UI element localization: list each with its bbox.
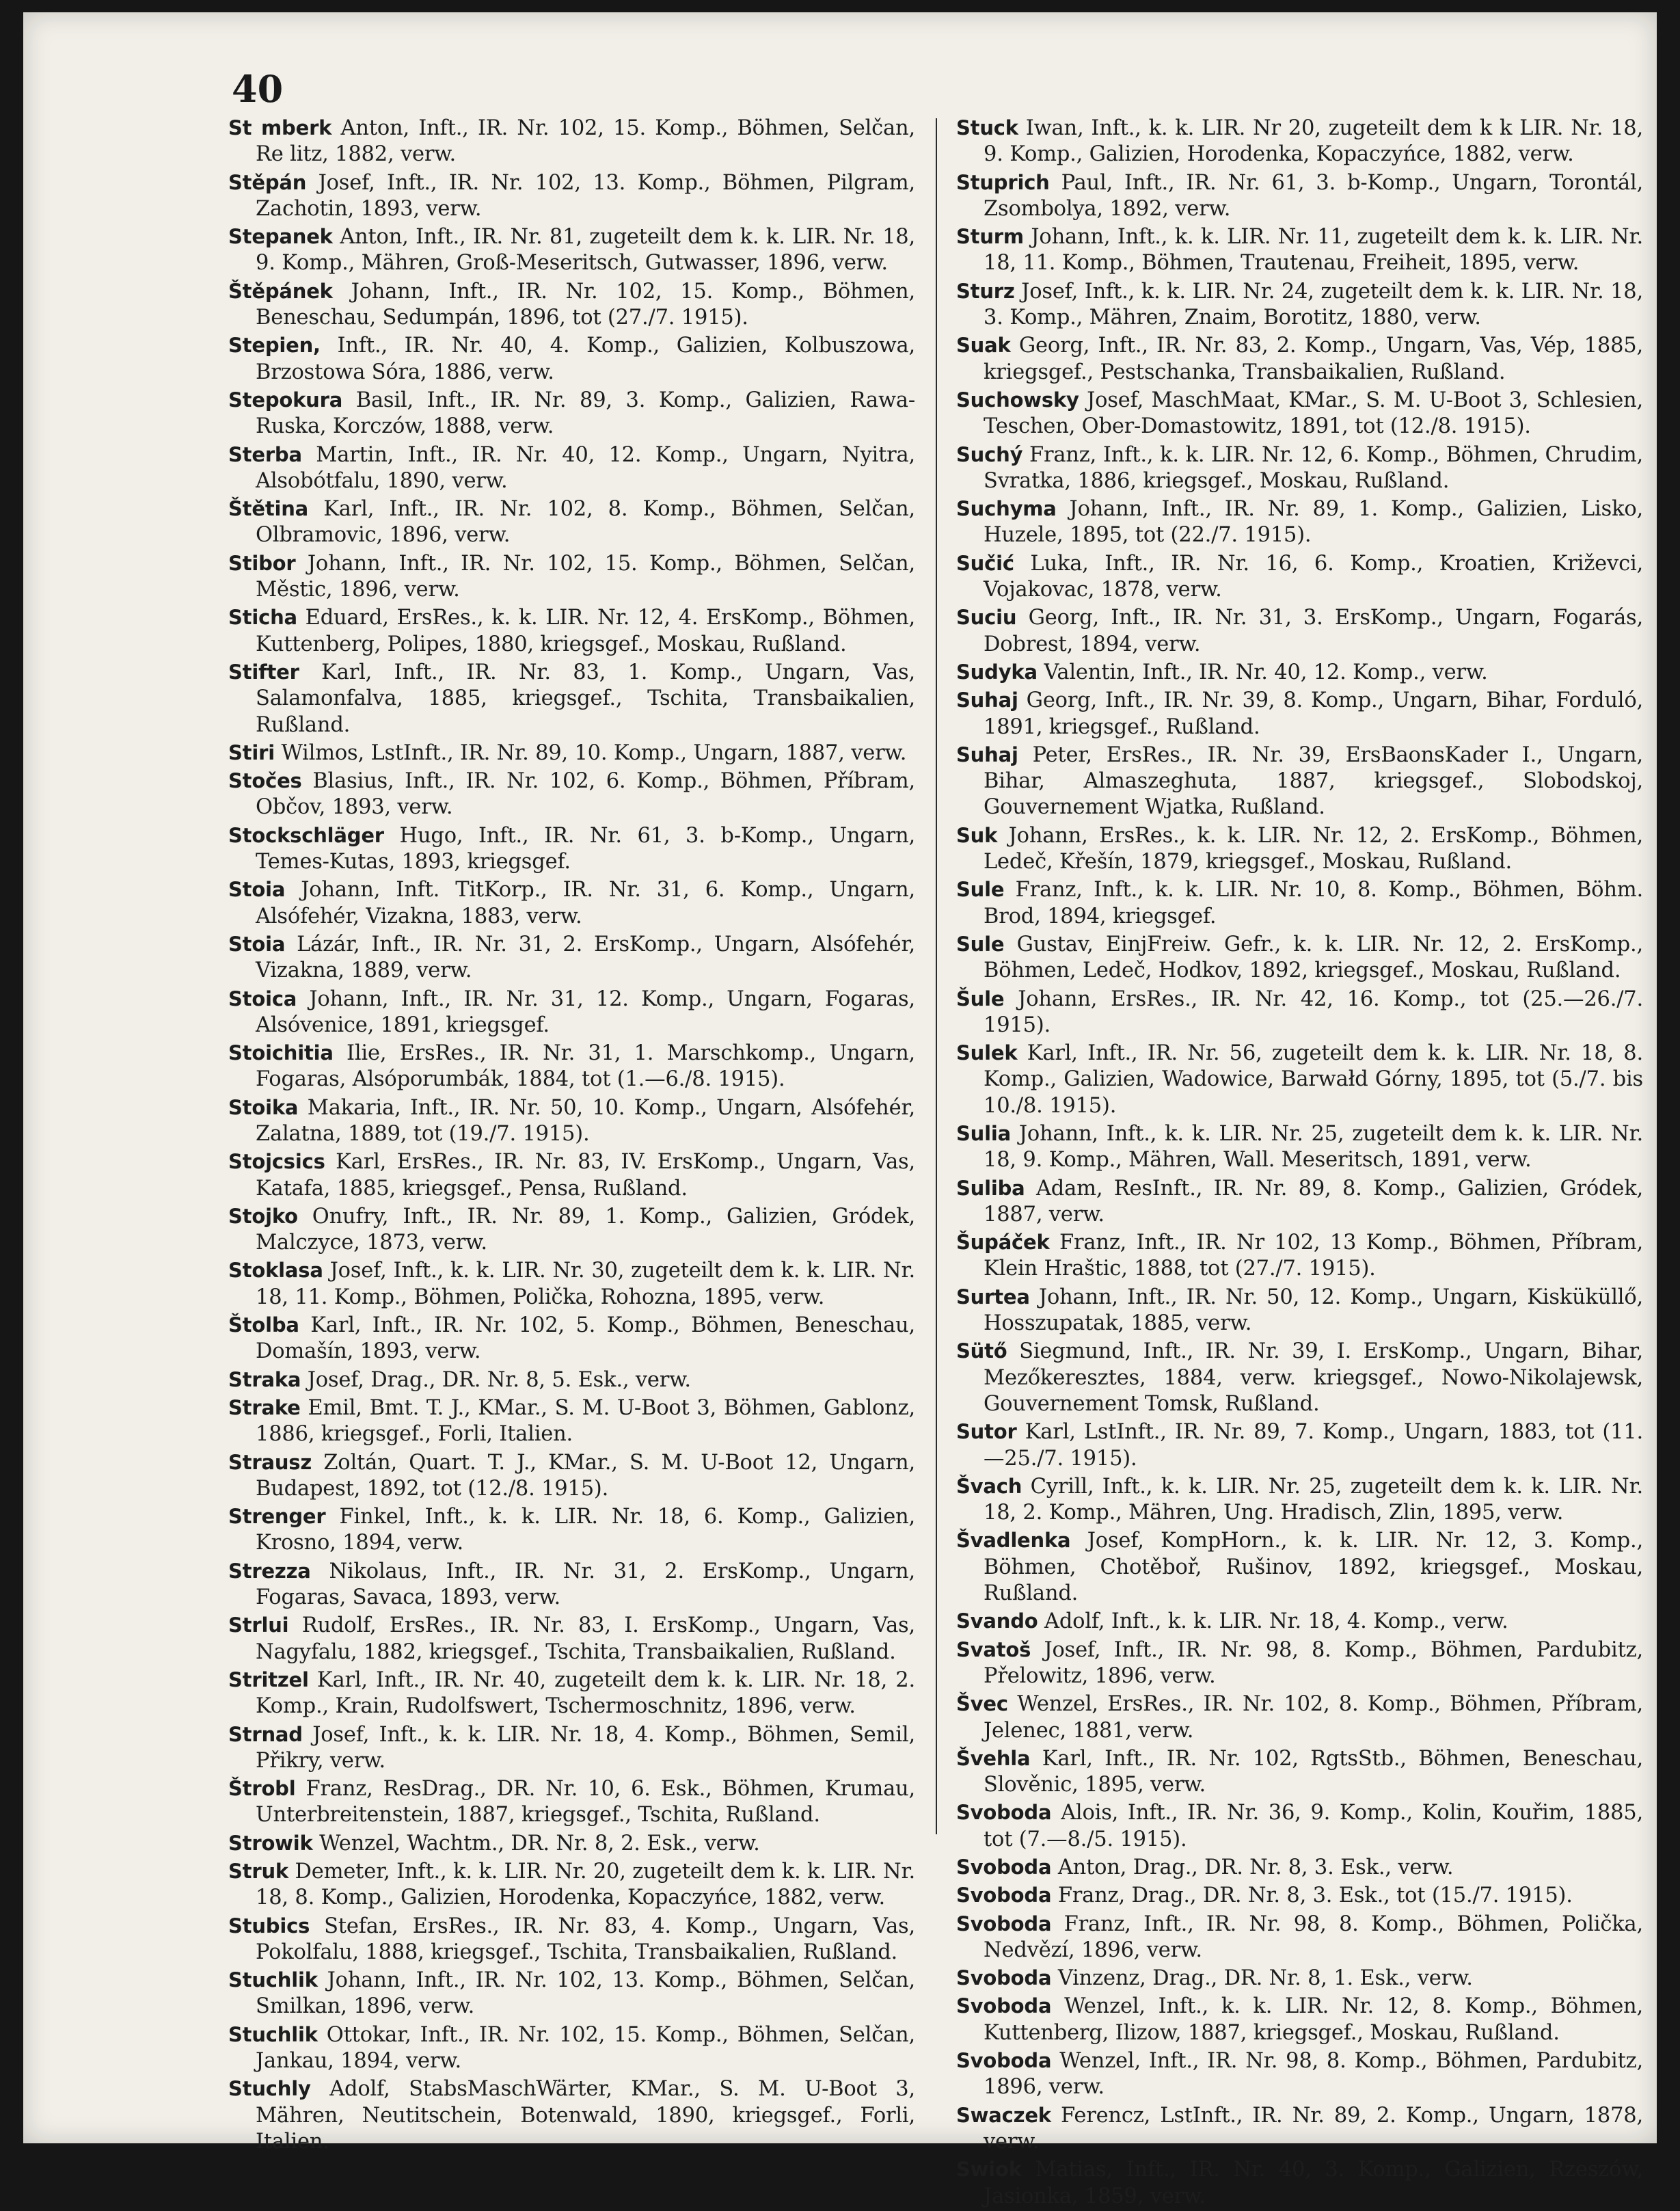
entry-surname: Stuck <box>956 116 1018 139</box>
entry-details: Karl, Inft., IR. Nr. 102, RgtsStb., Böhmen, Beneschau, Slověnic, 1895, verw. <box>984 1746 1643 1797</box>
entry-details: Georg, Inft., IR. Nr. 83, 2. Komp., Ungarn, Vas, Vép, 1885, kriegsgef., Pestschanka, Transbaikalien, Rußland. <box>984 334 1643 384</box>
entry-surname: Svoboda <box>956 1801 1052 1825</box>
entry-details: Rudolf, ErsRes., IR. Nr. 83, I. ErsKomp., Ungarn, Vas, Nagyfalu, 1882, kriegsgef., Tschita, Transbaikalien, Rußland. <box>256 1613 916 1664</box>
entry-surname: Sule <box>956 878 1005 902</box>
casualty-entry <box>228 2076 915 2155</box>
entry-surname: Strowik <box>228 1831 313 1855</box>
entry-details: Johann, ErsRes., IR. Nr. 42, 16. Komp., tot (25.—26./7. 1915). <box>984 987 1643 1037</box>
casualty-entry <box>956 931 1643 984</box>
entry-details: Adolf, StabsMaschWärter, KMar., S. M. U-Boot 3, Mähren, Neutitschein, Botenwald, 1890, kriegsgef., Forli, Italien. <box>256 2077 916 2154</box>
entry-surname: Sterba <box>228 442 302 466</box>
casualty-entry <box>228 170 915 223</box>
casualty-entry <box>956 1419 1643 1472</box>
casualty-entry <box>228 1449 915 1503</box>
entry-surname: Suhaj <box>956 742 1018 766</box>
casualty-entry <box>956 1175 1643 1229</box>
entry-details: Wilmos, LstInft., IR. Nr. 89, 10. Komp., Ungarn, 1887, verw. <box>281 740 907 765</box>
entry-surname: Stěpán <box>228 170 307 194</box>
entry-details: Martin, Inft., IR. Nr. 40, 12. Komp., Ungarn, Nyitra, Alsobótfalu, 1890, verw. <box>256 442 915 493</box>
casualty-entry <box>228 1667 915 1720</box>
casualty-entry <box>228 1367 915 1393</box>
entry-details: Zoltán, Quart. T. J., KMar., S. M. U-Boot 12, Ungarn, Budapest, 1892, tot (12./8. 1915). <box>256 1450 915 1501</box>
entry-details: Anton, Inft., IR. Nr. 102, 15. Komp., Böhmen, Selčan, Re litz, 1882, verw. <box>256 116 915 167</box>
entry-surname: Stibor <box>228 551 296 575</box>
casualty-entry <box>956 2102 1643 2156</box>
casualty-entry <box>228 1721 915 1775</box>
entry-details: Adolf, Inft., k. k. LIR. Nr. 18, 4. Komp., verw. <box>1044 1609 1508 1634</box>
entry-details: Johann, Inft., IR. Nr. 102, 15. Komp., Böhmen, Selčan, Městic, 1896, verw. <box>256 551 915 602</box>
entry-details: Karl, Inft., IR. Nr. 40, zugeteilt dem k. k. LIR. Nr. 18, 2. Komp., Krain, Rudolfswert, Tschermoschnitz, 1896, verw. <box>256 1667 915 1719</box>
entry-details: Josef, KompHorn., k. k. LIR. Nr. 12, 3. Komp., Böhmen, Chotěboř, Rušinov, 1892, kriegsgef., Moskau, Rußland. <box>984 1529 1643 1606</box>
entry-details: Franz, Inft., IR. Nr 102, 13 Komp., Böhmen, Příbram, Klein Hraštic, 1888, tot (27./7. 1915). <box>984 1231 1643 1281</box>
entry-details: Johann, ErsRes., k. k. LIR. Nr. 12, 2. ErsKomp., Böhmen, Ledeč, Křešín, 1879, kriegsgef., Moskau, Rußland. <box>984 823 1643 874</box>
entry-details: Onufry, Inft., IR. Nr. 89, 1. Komp., Galizien, Gródek, Malczyce, 1873, verw. <box>256 1204 915 1255</box>
entry-details: Josef, Inft., k. k. LIR. Nr. 30, zugeteilt dem k. k. LIR. Nr. 18, 11. Komp., Böhmen, Polička, Rohozna, 1895, verw. <box>256 1259 916 1309</box>
casualty-entry <box>228 1913 915 1966</box>
entry-details: Adam, ResInft., IR. Nr. 89, 8. Komp., Galizien, Gródek, 1887, verw. <box>984 1176 1643 1227</box>
casualty-entry <box>228 442 915 495</box>
casualty-entry <box>956 876 1643 930</box>
entry-surname: Štěpánek <box>228 279 333 303</box>
entry-details: Ilie, ErsRes., IR. Nr. 31, 1. Marschkomp., Ungarn, Fogaras, Alsóporumbák, 1884, tot (1.—6./8. 1915). <box>256 1041 916 1092</box>
entry-surname: Sturm <box>956 225 1024 249</box>
entry-surname: Stojcsics <box>228 1150 325 1174</box>
casualty-entry <box>956 2156 1643 2210</box>
entry-surname: Struk <box>228 1860 288 1883</box>
entry-surname: Svoboda <box>956 1912 1052 1935</box>
casualty-entry <box>956 1691 1643 1744</box>
casualty-entry <box>228 1395 915 1448</box>
entry-details: Emil, Bmt. T. J., KMar., S. M. U-Boot 3, Böhmen, Gablonz, 1886, kriegsgef., Forli, Italien. <box>256 1395 915 1447</box>
casualty-entry <box>956 550 1643 604</box>
casualty-entry <box>956 742 1643 821</box>
casualty-entry <box>228 1312 915 1365</box>
entry-surname: Svoboda <box>956 1966 1052 1990</box>
casualty-entry <box>956 822 1643 876</box>
entry-surname: Stočes <box>228 769 302 793</box>
entry-surname: Stoika <box>228 1095 299 1119</box>
entry-surname: Suhaj <box>956 688 1018 712</box>
entry-details: Georg, Inft., IR. Nr. 39, 8. Komp., Ungarn, Bihar, Forduló, 1891, kriegsgef., Rußland. <box>984 688 1644 739</box>
entry-details: Luka, Inft., IR. Nr. 16, 6. Komp., Kroatien, Križevci, Vojakovac, 1878, verw. <box>984 551 1643 602</box>
casualty-entry <box>228 1830 915 1857</box>
entry-surname: Stuchlik <box>228 2022 318 2046</box>
entry-surname: Stojko <box>228 1204 298 1228</box>
entry-details: Anton, Inft., IR. Nr. 81, zugeteilt dem k. k. LIR. Nr. 18, 9. Komp., Mähren, Groß-Meseritsch, Gutwasser, 1896, verw. <box>256 225 915 276</box>
casualty-entry <box>228 550 915 604</box>
entry-details: Franz, Inft., IR. Nr. 98, 8. Komp., Böhmen, Polička, Nedvězí, 1896, verw. <box>984 1912 1643 1962</box>
casualty-entry <box>956 1882 1643 1909</box>
entry-surname: Sütő <box>956 1339 1007 1363</box>
entry-details: Blasius, Inft., IR. Nr. 102, 6. Komp., Böhmen, Příbram, Občov, 1893, verw. <box>256 769 915 820</box>
casualty-entry <box>956 1527 1643 1607</box>
casualty-entry <box>956 170 1643 223</box>
entry-surname: Strezza <box>228 1559 311 1583</box>
page-number: 40 <box>232 67 284 111</box>
entry-details: Basil, Inft., IR. Nr. 89, 3. Komp., Galizien, Rawa-Ruska, Korczów, 1888, verw. <box>256 388 915 439</box>
casualty-entry <box>228 1040 915 1093</box>
entry-details: Hugo, Inft., IR. Nr. 61, 3. b-Komp., Ungarn, Temes-Kutas, 1893, kriegsgef. <box>256 823 915 874</box>
entry-surname: Stoia <box>228 932 286 956</box>
entry-details: Johann, Inft., k. k. LIR. Nr. 11, zugeteilt dem k. k. LIR. Nr. 18, 11. Komp., Böhmen, Trautenau, Freiheit, 1895, verw. <box>984 225 1643 276</box>
casualty-entry <box>228 768 915 821</box>
entry-details: Karl, Inft., IR. Nr. 102, 5. Komp., Böhmen, Beneschau, Domašín, 1893, verw. <box>256 1313 916 1364</box>
entry-surname: Stifter <box>228 660 299 684</box>
casualty-entry <box>956 442 1643 495</box>
entry-details: Wenzel, Inft., IR. Nr. 98, 8. Komp., Böhmen, Pardubitz, 1896, verw. <box>984 2049 1643 2100</box>
casualty-entry <box>956 1473 1643 1527</box>
entry-details: Josef, MaschMaat, KMar., S. M. U-Boot 3, Schlesien, Teschen, Ober-Domastowitz, 1891, tot (12./8. 1915). <box>984 388 1643 439</box>
casualty-entry <box>956 1993 1643 2046</box>
entry-surname: Svoboda <box>956 1855 1052 1879</box>
casualty-entry <box>956 986 1643 1039</box>
entry-details: Karl, LstInft., IR. Nr. 89, 7. Komp., Ungarn, 1883, tot (11.—25./7. 1915). <box>984 1420 1643 1471</box>
casualty-entry <box>956 1911 1643 1964</box>
entry-details: Paul, Inft., IR. Nr. 61, 3. b-Komp., Ungarn, Torontál, Zsombolya, 1892, verw. <box>984 170 1643 221</box>
casualty-entry <box>228 387 915 440</box>
entry-surname: Suliba <box>956 1176 1025 1200</box>
entry-details: Franz, Drag., DR. Nr. 8, 3. Esk., tot (15./7. 1915). <box>1057 1884 1573 1908</box>
entry-details: Eduard, ErsRes., k. k. LIR. Nr. 12, 4. ErsKomp., Böhmen, Kuttenberg, Polipes, 1880, kriegsgef., Moskau, Rußland. <box>256 606 915 656</box>
casualty-entry <box>956 278 1643 332</box>
entry-details: Karl, Inft., IR. Nr. 83, 1. Komp., Ungarn, Vas, Salamonfalva, 1885, kriegsgef., Tschita, Transbaikalien, Rußland. <box>256 660 915 737</box>
entry-surname: Stuchlik <box>228 1968 318 1992</box>
entry-surname: Stoia <box>228 878 286 902</box>
casualty-entry <box>956 1965 1643 1992</box>
entry-surname: Švec <box>956 1692 1008 1716</box>
casualty-entry <box>228 115 915 168</box>
casualty-entry <box>228 1776 915 1829</box>
casualty-entry <box>228 1503 915 1557</box>
entry-details: Georg, Inft., IR. Nr. 31, 3. ErsKomp., Ungarn, Fogarás, Dobrest, 1894, verw. <box>984 606 1643 656</box>
entry-details: Johann, Inft., IR. Nr. 89, 1. Komp., Galizien, Lisko, Huzele, 1895, tot (22./7. 1915). <box>984 497 1644 548</box>
casualty-entry <box>956 1745 1643 1799</box>
casualty-entry <box>956 224 1643 277</box>
entry-surname: Štrobl <box>228 1777 296 1801</box>
entry-surname: Surtea <box>956 1285 1030 1309</box>
casualty-entry <box>956 659 1643 686</box>
entry-surname: Sutor <box>956 1420 1017 1444</box>
entry-surname: Suchý <box>956 442 1023 466</box>
casualty-entry <box>956 387 1643 440</box>
casualty-entry <box>956 1229 1643 1283</box>
casualty-entry <box>956 1338 1643 1417</box>
casualty-entry <box>956 604 1643 658</box>
entry-surname: Suak <box>956 334 1011 358</box>
entry-surname: Svoboda <box>956 1884 1052 1907</box>
entry-details: Johann, Inft., IR. Nr. 102, 15. Komp., Böhmen, Beneschau, Sedumpán, 1896, tot (27./7. 1915). <box>256 279 916 330</box>
entry-details: Johann, Inft., IR. Nr. 50, 12. Komp., Ungarn, Kisküküllő, Hosszupatak, 1885, verw. <box>984 1285 1644 1336</box>
entry-surname: Svoboda <box>956 2049 1052 2073</box>
entry-details: Johann, Inft., k. k. LIR. Nr. 25, zugeteilt dem k. k. LIR. Nr. 18, 9. Komp., Mähren, Wall. Meseritsch, 1891, verw. <box>984 1121 1643 1172</box>
entry-details: Iwan, Inft., k. k. LIR. Nr 20, zugeteilt dem k k LIR. Nr. 18, 9. Komp., Galizien, Horodenka, Kopaczyńce, 1882, verw. <box>984 116 1643 167</box>
right-column <box>956 115 1643 2211</box>
casualty-entry <box>228 332 915 386</box>
entry-surname: Swiok <box>956 2158 1022 2182</box>
entry-surname: Strake <box>228 1395 301 1419</box>
casualty-entry <box>228 278 915 332</box>
entry-details: Alois, Inft., IR. Nr. 36, 9. Komp., Kolin, Kouřim, 1885, tot (7.—8./5. 1915). <box>984 1801 1644 1851</box>
entry-surname: Strenger <box>228 1505 326 1529</box>
entry-surname: Stockschläger <box>228 823 384 847</box>
entry-details: Johann, Inft., IR. Nr. 31, 12. Komp., Ungarn, Fogaras, Alsóvenice, 1891, kriegsgef. <box>256 987 916 1037</box>
entry-surname: Sulek <box>956 1041 1018 1065</box>
entry-surname: Sudyka <box>956 660 1038 684</box>
entry-surname: Straka <box>228 1367 301 1391</box>
entry-surname: Strausz <box>228 1450 312 1474</box>
casualty-entry <box>228 1858 915 1912</box>
entry-details: Karl, Inft., IR. Nr. 102, 8. Komp., Böhmen, Selčan, Olbramovic, 1896, verw. <box>256 497 915 548</box>
casualty-entry <box>956 687 1643 740</box>
casualty-entry <box>228 1257 915 1311</box>
entry-details: Josef, Inft., IR. Nr. 102, 13. Komp., Böhmen, Pilgram, Zachotin, 1893, verw. <box>256 170 915 221</box>
casualty-entry <box>228 659 915 738</box>
casualty-entry <box>956 2048 1643 2101</box>
entry-surname: Strnad <box>228 1722 303 1746</box>
entry-details: Karl, ErsRes., IR. Nr. 83, IV. ErsKomp., Ungarn, Vas, Katafa, 1885, kriegsgef., Pensa, Rußland. <box>256 1150 916 1201</box>
entry-details: Johann, Inft. TitKorp., IR. Nr. 31, 6. Komp., Ungarn, Alsófehér, Vizakna, 1883, verw. <box>256 878 915 928</box>
casualty-entry <box>956 115 1643 168</box>
entry-surname: Štětina <box>228 497 309 521</box>
casualty-entry <box>956 1608 1643 1635</box>
entry-details: Franz, Inft., k. k. LIR. Nr. 10, 8. Komp., Böhmen, Böhm. Brod, 1894, kriegsgef. <box>984 878 1643 928</box>
entry-details: Matias, Inft., IR. Nr. 40, 3. Komp., Galizien, Rzeszów, Jasionka, 1859, verw. <box>984 2158 1643 2208</box>
entry-surname: Šule <box>956 987 1005 1010</box>
casualty-entry <box>228 986 915 1039</box>
casualty-entry <box>956 496 1643 549</box>
page-sheet <box>23 12 1657 2208</box>
entry-surname: Štolba <box>228 1313 299 1337</box>
entry-surname: Stoica <box>228 987 297 1010</box>
entry-surname: Stiri <box>228 740 275 764</box>
casualty-entry <box>228 1967 915 2020</box>
entry-surname: St mberk <box>228 116 332 139</box>
entry-surname: Suk <box>956 823 998 847</box>
entry-details: Vinzenz, Drag., DR. Nr. 8, 1. Esk., verw. <box>1057 1966 1473 1991</box>
entry-surname: Sticha <box>228 606 297 630</box>
casualty-entry <box>956 1854 1643 1881</box>
entry-details: Gustav, EinjFreiw. Gefr., k. k. LIR. Nr. 12, 2. ErsKomp., Böhmen, Ledeč, Hodkov, 1892, kriegsgef., Moskau, Rußland. <box>984 932 1643 983</box>
entry-surname: Sučić <box>956 551 1014 575</box>
entry-details: Demeter, Inft., k. k. LIR. Nr. 20, zugeteilt dem k. k. LIR. Nr. 18, 8. Komp., Galizien, Horodenka, Kopaczyńce, 1882, verw. <box>256 1860 915 1910</box>
entry-surname: Šupáček <box>956 1231 1050 1255</box>
casualty-entry <box>228 496 915 549</box>
entry-surname: Stuchly <box>228 2077 311 2101</box>
entry-details: Inft., IR. Nr. 40, 4. Komp., Galizien, Kolbuszowa, Brzostowa Sóra, 1886, verw. <box>256 334 916 384</box>
entry-details: Cyrill, Inft., k. k. LIR. Nr. 25, zugeteilt dem k. k. LIR. Nr. 18, 2. Komp., Mähren, Ung. Hradisch, Zlin, 1895, verw. <box>984 1474 1643 1525</box>
casualty-entry <box>956 332 1643 386</box>
entry-details: Wenzel, ErsRes., IR. Nr. 102, 8. Komp., Böhmen, Příbram, Jelenec, 1881, verw. <box>984 1692 1643 1743</box>
entry-details: Josef, Inft., k. k. LIR. Nr. 18, 4. Komp., Böhmen, Semil, Přikry, verw. <box>256 1722 915 1773</box>
entry-surname: Švach <box>956 1474 1022 1498</box>
entry-surname: Sule <box>956 932 1005 956</box>
entry-surname: Svando <box>956 1609 1038 1633</box>
entry-surname: Suchowsky <box>956 388 1079 412</box>
casualty-entry <box>956 1799 1643 1853</box>
entry-details: Lázár, Inft., IR. Nr. 31, 2. ErsKomp., Ungarn, Alsófehér, Vizakna, 1889, verw. <box>256 932 916 983</box>
entry-surname: Stepanek <box>228 225 333 249</box>
casualty-entry <box>228 604 915 658</box>
entry-surname: Svatoš <box>956 1637 1031 1661</box>
entry-details: Peter, ErsRes., IR. Nr. 39, ErsBaonsKader I., Ungarn, Bihar, Almaszeghuta, 1887, kriegsgef., Slobodskoj, Gouvernement Wjatka, Rußland. <box>984 742 1643 820</box>
entry-surname: Švehla <box>956 1746 1031 1770</box>
casualty-entry <box>228 1095 915 1148</box>
entry-surname: Sturz <box>956 279 1015 303</box>
entry-details: Siegmund, Inft., IR. Nr. 39, I. ErsKomp., Ungarn, Bihar, Mezőkeresztes, 1884, verw. kriegsgef., Nowo-Nikolajewsk, Gouvernement Tomsk, Rußland. <box>984 1339 1644 1416</box>
entry-surname: Stoichitia <box>228 1041 334 1065</box>
entry-details: Valentin, Inft., IR. Nr. 40, 12. Komp., verw. <box>1044 660 1488 684</box>
entry-surname: Švadlenka <box>956 1529 1071 1553</box>
entry-surname: Swaczek <box>956 2103 1051 2127</box>
entry-surname: Stubics <box>228 1914 310 1938</box>
casualty-entry <box>228 1203 915 1257</box>
entry-details: Makaria, Inft., IR. Nr. 50, 10. Komp., Ungarn, Alsófehér, Zalatna, 1889, tot (19./7. 1915). <box>256 1095 915 1146</box>
entry-details: Josef, Drag., DR. Nr. 8, 5. Esk., verw. <box>307 1367 691 1392</box>
entry-details: Josef, Inft., k. k. LIR. Nr. 24, zugeteilt dem k. k. LIR. Nr. 18, 3. Komp., Mähren, Znaim, Borotitz, 1880, verw. <box>984 279 1643 330</box>
entry-details: Wenzel, Wachtm., DR. Nr. 8, 2. Esk., verw. <box>319 1831 760 1855</box>
casualty-entry <box>228 876 915 930</box>
entry-details: Karl, Inft., IR. Nr. 56, zugeteilt dem k. k. LIR. Nr. 18, 8. Komp., Galizien, Wadowice, Barwałd Górny, 1895, tot (5./7. bis 10./8. 1915). <box>984 1041 1643 1118</box>
entry-details: Nikolaus, Inft., IR. Nr. 31, 2. ErsKomp., Ungarn, Fogaras, Savaca, 1893, verw. <box>256 1559 915 1610</box>
casualty-entry <box>956 1637 1643 1690</box>
casualty-entry <box>228 1612 915 1665</box>
entry-surname: Stritzel <box>228 1667 309 1691</box>
entry-surname: Suchyma <box>956 497 1057 521</box>
entry-details: Franz, ResDrag., DR. Nr. 10, 6. Esk., Böhmen, Krumau, Unterbreitenstein, 1887, kriegsgef., Tschita, Rußland. <box>256 1777 915 1827</box>
entry-surname: Sulia <box>956 1121 1011 1145</box>
casualty-entry <box>956 1040 1643 1119</box>
entry-surname: Stoklasa <box>228 1259 323 1283</box>
entry-surname: Strlui <box>228 1613 289 1637</box>
left-column <box>228 115 915 2156</box>
entry-surname: Stuprich <box>956 170 1050 194</box>
column-divider <box>936 118 937 1834</box>
entry-details: Ferencz, LstInft., IR. Nr. 89, 2. Komp., Ungarn, 1878, verw. <box>984 2103 1643 2154</box>
casualty-entry <box>228 822 915 876</box>
entry-details: Franz, Inft., k. k. LIR. Nr. 12, 6. Komp., Böhmen, Chrudim, Svratka, 1886, kriegsgef., Moskau, Rußland. <box>984 442 1643 493</box>
casualty-entry <box>956 1121 1643 1174</box>
entry-details: Finkel, Inft., k. k. LIR. Nr. 18, 6. Komp., Galizien, Krosno, 1894, verw. <box>256 1505 915 1555</box>
entry-details: Anton, Drag., DR. Nr. 8, 3. Esk., verw. <box>1057 1855 1454 1879</box>
entry-details: Josef, Inft., IR. Nr. 98, 8. Komp., Böhmen, Pardubitz, Přelowitz, 1896, verw. <box>984 1637 1643 1688</box>
casualty-entry <box>228 2022 915 2075</box>
entry-details: Stefan, ErsRes., IR. Nr. 83, 4. Komp., Ungarn, Vas, Pokolfalu, 1888, kriegsgef., Tschita, Transbaikalien, Rußland. <box>256 1914 916 1964</box>
casualty-entry <box>228 740 915 766</box>
entry-details: Johann, Inft., IR. Nr. 102, 13. Komp., Böhmen, Selčan, Smilkan, 1896, verw. <box>256 1968 915 2019</box>
entry-details: Wenzel, Inft., k. k. LIR. Nr. 12, 8. Komp., Böhmen, Kuttenberg, Ilizow, 1887, kriegsgef., Moskau, Rußland. <box>984 1994 1644 2045</box>
entry-surname: Stepien, <box>228 334 321 358</box>
casualty-entry <box>228 1558 915 1611</box>
casualty-entry <box>956 1284 1643 1337</box>
entry-surname: Svoboda <box>956 1994 1052 2018</box>
entry-details: Ottokar, Inft., IR. Nr. 102, 15. Komp., Böhmen, Selčan, Jankau, 1894, verw. <box>256 2022 915 2074</box>
entry-surname: Suciu <box>956 606 1017 630</box>
casualty-entry <box>228 1149 915 1202</box>
casualty-entry <box>228 931 915 984</box>
entry-surname: Stepokura <box>228 388 343 412</box>
casualty-entry <box>228 224 915 277</box>
